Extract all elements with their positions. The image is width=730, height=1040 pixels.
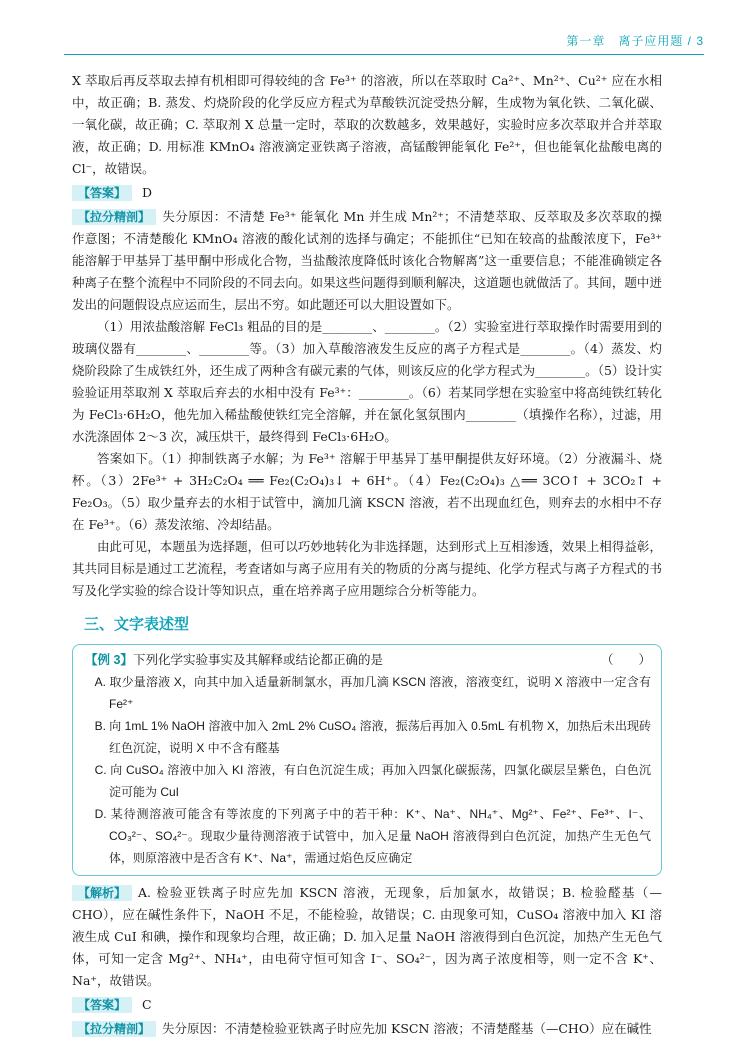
example-header bbox=[85, 649, 651, 671]
page-content bbox=[72, 70, 662, 1040]
intro-paragraph: X 萃取后再反萃取去掉有机相即可得较纯的含 Fe³⁺ 的溶液，所以在萃取时 Ca²⁺、Mn²⁺、Cu²⁺ 应在水相中，故正确；B. 蒸发、灼烧阶段的化学反应方程式为草酸铁沉淀受热分解，生成物为氧化铁、二氧化碳、一氧化碳，故正确；C. 萃取剂 X 总量一定时，萃取的次数越多，效果越好，实验时应多次萃取并合并萃取液，故正确；D. 用标准 KMnO₄ 溶液滴定亚铁离子溶液，高锰酸钾能氧化 Fe²⁺，但也能氧化盐酸电离的 Cl⁻，故错误。 bbox=[72, 73, 662, 176]
page-header bbox=[0, 30, 730, 56]
example-box bbox=[72, 644, 662, 876]
summary-paragraph: 由此可见，本题虽为选择题，但可以巧妙地转化为非选择题，达到形式上互相渗透，效果上相得益彰，其共同目标是通过工艺流程，考查诸如与离子应用有关的物质的分离与提纯、化学方程式与离子方程式的书写及化学实验的综合设计等知识点，重在培养离子应用题综合分析等能力。 bbox=[72, 539, 662, 598]
option-b: B. 向 1mL 1% NaOH 溶液中加入 2mL 2% CuSO₄ 溶液，振荡后再加入 0.5mL 有机物 X，加热后未出现砖红色沉淀，说明 X 中不含有醛基 bbox=[94, 719, 651, 755]
analysis-tag: 【拉分精剖】 bbox=[72, 209, 156, 225]
analysis-text: A. 检验亚铁离子时应先加 KSCN 溶液，无现象，后加氯水，故错误；B. 检验醛基（—CHO），应在碱性条件下，NaOH 不足，不能检验，故错误；C. 由现象可知，CuSO₄ 溶液中加入 KI 溶液生成 CuI 和碘，操作和现象均合理，故正确；D. 加入足量 NaOH 溶液得到白色沉淀，加热产生无色气体，可知一定含 Mg²⁺、NH₄⁺，由电荷守恒可知含 I⁻、SO₄²⁻，因为离子浓度相等，则一定不含 K⁺、Na⁺，故错误。 bbox=[72, 885, 662, 988]
questions-paragraph: （1）用浓盐酸溶解 FeCl₃ 粗品的目的是________、________。（2）实验室进行萃取操作时需要用到的玻璃仪器有________、________等。（3）加入草酸溶液发生反应的离子方程式是________。（4）蒸发、灼烧阶段除了生成铁红外，还生成了两种含有碳元素的气体，则该反应的化学方程式为________。（5）设计实验验证用萃取剂 X 萃取后弃去的水相中没有 Fe³⁺：________。（6）若某同学想在实验室中将高纯铁红转化为 FeCl₃·6H₂O，他先加入稀盐酸使铁红完全溶解，并在氯化氢氛围内________（填操作名称），过滤，用水洗涤固体 2～3 次，减压烘干，最终得到 FeCl₃·6H₂O。 bbox=[72, 319, 662, 444]
section-title: 三、文字表述型 bbox=[84, 616, 190, 633]
analysis-block-3 bbox=[72, 1018, 662, 1040]
analysis-tag: 【解析】 bbox=[72, 885, 132, 901]
analysis-tag: 【拉分精剖】 bbox=[72, 1021, 156, 1037]
example-question-text: 下列化学实验事实及其解释或结论都正确的是 bbox=[132, 652, 383, 667]
answer-line-1 bbox=[72, 182, 662, 204]
answer-bracket: （ ） bbox=[600, 652, 651, 667]
option-a: A. 取少量溶液 X，向其中加入适量新制氯水，再加几滴 KSCN 溶液，溶液变红，说明 X 溶液中一定含有 Fe²⁺ bbox=[94, 675, 651, 711]
example-label: 【例 3】 bbox=[85, 653, 133, 667]
analysis-text: 失分原因：不清楚检验亚铁离子时应先加 KSCN 溶液；不清楚醛基（—CHO）应在碱性 bbox=[162, 1021, 652, 1036]
answer-line-2 bbox=[72, 994, 662, 1016]
answer-value: C bbox=[142, 997, 152, 1012]
option-c: C. 向 CuSO₄ 溶液中加入 KI 溶液，有白色沉淀生成；再加入四氯化碳振荡，四氯化碳层呈紫色，白色沉淀可能为 CuI bbox=[94, 763, 651, 799]
answer-tag: 【答案】 bbox=[72, 185, 132, 201]
analysis-block-1 bbox=[72, 206, 662, 316]
chapter-title: 第一章 离子应用题 / 3 bbox=[566, 34, 704, 48]
header-divider bbox=[64, 54, 704, 55]
answer-value: D bbox=[142, 185, 153, 200]
answer-tag: 【答案】 bbox=[72, 997, 132, 1013]
answers-paragraph: 答案如下。（1）抑制铁离子水解；为 Fe³⁺ 溶解于甲基异丁基甲酮提供友好环境。（2）分液漏斗、烧杯。（3）2Fe³⁺ + 3H₂C₂O₄ ══ Fe₂(C₂O₄)₃↓ + 6H⁺。（4）Fe₂(C₂O₄)₃ △══ 3CO↑ + 3CO₂↑ + Fe₂O₃。（5）取少量弃去的水相于试管中，滴加几滴 KSCN 溶液，若不出现血红色，则弃去的水相中不存在 Fe³⁺。（6）蒸发浓缩、冷却结晶。 bbox=[72, 451, 662, 532]
example-question bbox=[85, 649, 383, 671]
analysis-block-2 bbox=[72, 882, 662, 992]
analysis-text: 失分原因：不清楚 Fe³⁺ 能氧化 Mn 并生成 Mn²⁺；不清楚萃取、反萃取及多次萃取的操作意图；不清楚酸化 KMnO₄ 溶液的酸化试剂的选择与确定；不能抓住“已知在较高的盐酸浓度下，Fe³⁺ 能溶解于甲基异丁基甲酮中形成化合物，当盐酸浓度降低时该化合物解离”这一重要信息；不能准确锁定各种离子在整个流程中不同阶段的不同去向。如果这些问题得到顺利解决，这道题也就做活了。其间，题中迸发出的问题假设点应运而生，层出不穷。如此题还可以大胆设置如下。 bbox=[72, 209, 662, 312]
option-d: D. 某待测溶液可能含有等浓度的下列离子中的若干种：K⁺、Na⁺、NH₄⁺、Mg²⁺、Fe²⁺、Fe³⁺、I⁻、CO₃²⁻、SO₄²⁻。现取少量待测溶液于试管中，加入足量 NaOH 溶液得到白色沉淀，加热产生无色气体，则原溶液中是否含有 K⁺、Na⁺，需通过焰色反应确定 bbox=[94, 807, 651, 865]
